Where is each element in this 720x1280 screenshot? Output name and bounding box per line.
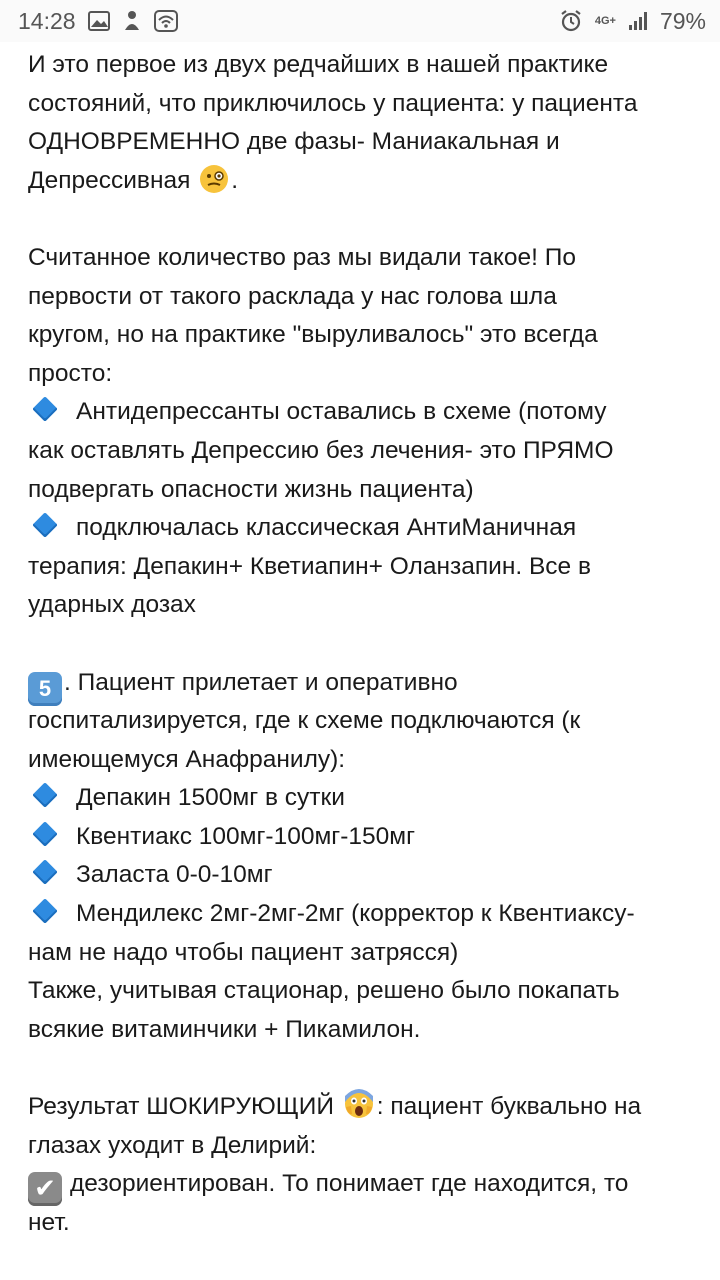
text-line: первости от такого расклада у нас голова шла (28, 282, 557, 310)
text-line: Также, учитывая стационар, решено было покапать (28, 977, 620, 1005)
text-segment: Заласта 0-0-10мг (76, 861, 273, 889)
screaming-face-icon (343, 1088, 375, 1133)
paragraph-gap (28, 1049, 698, 1088)
post-text (28, 46, 698, 1242)
blue-diamond-icon (32, 397, 57, 422)
check-line (28, 1165, 698, 1204)
battery-level: 79% (659, 7, 706, 34)
text-line: нам не надо чтобы пациент затрясся) (28, 938, 459, 966)
text-line: глазах уходит в Делирий: (28, 1131, 317, 1159)
text-line: ударных дозах (28, 591, 196, 619)
text-segment: Результат ШОКИРУЮЩИЙ (28, 1093, 334, 1121)
text-line: как оставлять Депрессию без лечения- это ПРЯМО (28, 436, 614, 464)
bullet-line (28, 818, 698, 857)
notification-icon (122, 10, 142, 32)
bullet-line (28, 393, 698, 432)
text-segment: . Пациент прилетает и оперативно (64, 668, 458, 696)
text-line: госпитализируется, где к схеме подключаются (к (28, 707, 581, 735)
text-segment: Мендилекс 2мг-2мг-2мг (корректор к Квентиаксу- (76, 900, 635, 928)
status-bar-left (18, 8, 178, 35)
gallery-icon (88, 11, 110, 31)
wifi-icon (154, 10, 178, 32)
blue-diamond-icon (32, 860, 57, 885)
bullet-line (28, 509, 698, 548)
text-segment: Депрессивная (28, 166, 191, 194)
status-bar (0, 0, 720, 42)
text-line (28, 162, 698, 201)
blue-diamond-icon (32, 898, 57, 923)
text-segment: : пациент буквально на (376, 1093, 642, 1121)
text-line (28, 1088, 698, 1127)
text-line: Считанное количество раз мы видали такое! По (28, 243, 577, 271)
bullet-line (28, 779, 698, 818)
status-bar-right (559, 8, 706, 35)
keycap-five-icon: 5 (28, 672, 62, 706)
text-line: подвергать опасности жизнь пациента) (28, 475, 474, 503)
text-line: состояний, что приключилось у пациента: у пациента (28, 89, 638, 117)
text-line: всякие витаминчики + Пикамилон. (28, 1015, 421, 1043)
text-line: кругом, но на практике "выруливалось" это всегда (28, 321, 598, 349)
text-segment: Квентиакс 100мг-100мг-150мг (76, 822, 416, 850)
clock: 14:28 (18, 7, 76, 34)
text-segment: дезориентирован. То понимает где находится, то (70, 1170, 629, 1198)
text-segment: Депакин 1500мг в сутки (76, 784, 345, 812)
text-line: ОДНОВРЕМЕННО две фазы- Маниакальная и (28, 128, 560, 156)
network-type: 4G+ (594, 14, 616, 27)
text-line: нет. (28, 1208, 70, 1236)
paragraph-gap (28, 625, 698, 664)
text-segment: Антидепрессанты оставались в схеме (потому (76, 398, 607, 426)
bullet-line (28, 895, 698, 934)
bullet-line (28, 856, 698, 895)
text-segment: подключалась классическая АнтиМаничная (76, 514, 577, 542)
text-line: просто: (28, 359, 113, 387)
thinking-face-icon (199, 164, 229, 207)
text-line: имеющемуся Анафранилу): (28, 745, 346, 773)
signal-icon (628, 11, 648, 31)
text-segment: . (231, 166, 238, 194)
text-line: И это первое из двух редчайших в нашей практике (28, 51, 609, 78)
check-box-icon: ✔ (28, 1172, 62, 1206)
paragraph-gap (28, 200, 698, 239)
blue-diamond-icon (32, 821, 57, 846)
text-line: терапия: Депакин+ Кветиапин+ Оланзапин. Все в (28, 552, 591, 580)
alarm-icon (559, 9, 583, 33)
text-line (28, 664, 698, 703)
blue-diamond-icon (32, 783, 57, 808)
blue-diamond-icon (32, 512, 57, 537)
